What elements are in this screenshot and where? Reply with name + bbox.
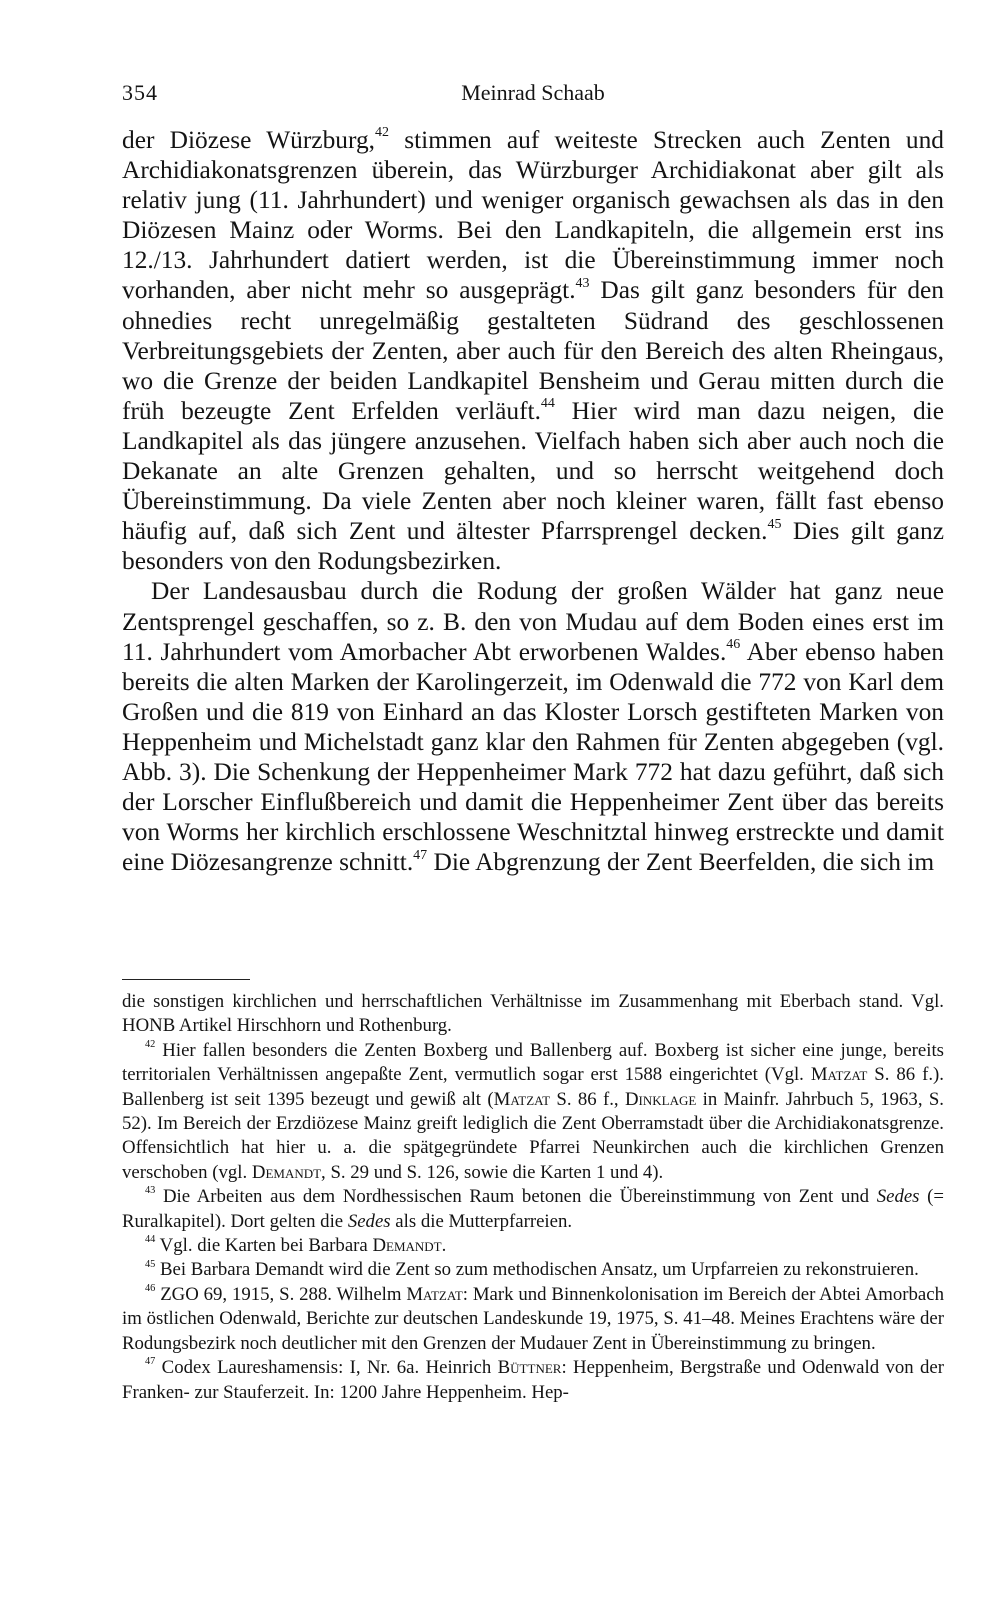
footnote-divider xyxy=(122,979,250,980)
text-run: der Diözese Würzburg, xyxy=(122,126,376,154)
author-name: Matzat xyxy=(406,1283,463,1305)
text-run: in Mainfr. Jahrbuch 5, 1963, S. 52). Im Bereich der Erzdiözese Mainz greift lediglich die Zent Oberramstadt über die Archidiakonatsgrenze. Offensichtlich hat hier u. a. die spätgegründete Pfarrei Neunkirchen auch die kirchlichen Grenzen verschoben (vgl. xyxy=(122,1088,944,1183)
footnote-number: 47 xyxy=(145,1356,156,1368)
text-run: Hier wird man dazu neigen, die Landkapitel als das jüngere anzusehen. Vielfach haben sich aber auch noch die Dekanate an alte Grenzen gehalten, und so herrscht weitgehend doch Übereinstimmung. Da viele Zenten aber noch kleiner waren, fällt fast ebenso häufig auf, daß sich Zent und ältester Pfarrsprengel decken. xyxy=(122,396,944,546)
paragraph xyxy=(122,576,944,877)
text-run: Die Abgrenzung der Zent Beerfelden, die sich im xyxy=(427,848,935,877)
text-run: Aber ebenso haben bereits die alten Marken der Karolingerzeit, im Odenwald die 772 von Karl dem Großen und die 819 von Einhard an das Kloster Lorsch gestifteten Marken von Heppenheim und Michelstadt ganz klar den Rahmen für Zenten abgegeben (vgl. Abb. 3). Die Schenkung der Heppenheimer Mark 772 hat dazu geführt, daß sich der Lorscher Einflußbereich und damit die Heppenheimer Zent über das bereits von Worms her kirchlich erschlossene Weschnitztal hinweg erstreckte und damit eine Diözesangrenze schnitt. xyxy=(122,637,944,877)
author-name: Demandt xyxy=(372,1235,442,1257)
footnote-number: 42 xyxy=(145,1039,156,1050)
author-name: Matzat xyxy=(810,1064,868,1086)
text-run: : Mark und Binnenkolonisation im Bereich der Abtei Amorbach im östlichen Odenwald, Berichte zur deutschen Landeskunde 19, 1975, S. 41–48. Meines Erachtens wäre der Rodungsbezirk noch deutlicher mit den Grenzen der Mudauer Zent in Übereinstimmung zu bringen. xyxy=(122,1283,944,1354)
text-run: S. 86 f., xyxy=(550,1088,625,1110)
text-run: Das gilt ganz besonders für den ohnedies recht unregelmäßig gestalteten Südrand des geschlossenen Verbreitungsgebiets der Zenten, aber auch für den Bereich des alten Rheingaus, wo die Grenze der beiden Landkapitel Bensheim und Gerau mitten durch die früh bezeugte Zent Erfelden verläuft. xyxy=(122,276,944,425)
text-run: Die Arbeiten aus dem Nordhessischen Raum betonen die Übereinstimmung von Zent und xyxy=(155,1186,877,1208)
page-header xyxy=(122,78,944,108)
footnote-43 xyxy=(122,1185,944,1234)
italic-term: Sedes xyxy=(876,1186,920,1208)
text-run: Dies gilt ganz besonders von den Rodungsbezirken. xyxy=(122,517,944,576)
text-run: Codex Laureshamensis: I, Nr. 6a. Heinrich xyxy=(155,1357,498,1379)
author-name: Matzat xyxy=(493,1088,551,1110)
footnote-47 xyxy=(122,1356,944,1405)
author-name: Büttner xyxy=(497,1357,562,1379)
footnote-46 xyxy=(122,1283,944,1356)
text-run: stimmen auf weiteste Strecken auch Zenten und Archidiakonatsgrenzen überein, das Würzburger Archidiakonat aber gilt als relativ jung (11. Jahrhundert) und weniger organisch gewachsen als das in den Diözesen Mainz oder Worms. Bei den Landkapiteln, die allgemein erst ins 12./13. Jahrhundert datiert werden, ist die Übereinstimmung immer noch vorhanden, aber nicht mehr so ausgeprägt. xyxy=(122,126,944,305)
italic-term: Sedes xyxy=(347,1210,391,1232)
paragraph xyxy=(122,125,944,576)
footnote-ref: 44 xyxy=(540,396,555,412)
footnote-ref: 47 xyxy=(413,847,428,863)
footnote-continuation: die sonstigen kirchlichen und herrschaftlichen Verhältnisse im Zusammenhang mit Eberbach stand. Vgl. HONB Artikel Hirschhorn und Rothenburg. xyxy=(122,991,944,1037)
main-text xyxy=(122,125,944,877)
footnote-number: 43 xyxy=(145,1185,156,1197)
page-number: 354 xyxy=(122,80,158,105)
text-run: Hier fallen besonders die Zenten Boxberg und Ballenberg auf. Boxberg ist sicher eine junge, bereits territorialen Verhältnissen angepaßte Zent, vermutlich sogar erst 1588 eingerichtet (Vgl. xyxy=(122,1039,944,1086)
text-run: ZGO 69, 1915, S. 288. Wilhelm xyxy=(155,1283,407,1305)
footnote-number: 46 xyxy=(145,1283,156,1295)
text-run: S. 86 f.). Ballenberg ist seit 1395 bezeugt und gewiß alt ( xyxy=(122,1064,944,1110)
footnote-42 xyxy=(122,1039,944,1185)
text-run: . xyxy=(441,1235,447,1257)
text-run: als die Mutterpfarreien. xyxy=(390,1210,573,1232)
author-name: Demandt xyxy=(251,1161,322,1183)
footnote-44 xyxy=(122,1234,944,1258)
footnote-number: 44 xyxy=(145,1234,156,1246)
text-run: Bei Barbara Demandt wird die Zent so zum methodischen Ansatz, um Urpfarreien zu rekonstruieren. xyxy=(155,1259,919,1281)
author-name: Dinklage xyxy=(624,1088,697,1110)
text-run: : Heppenheim, Bergstraße und Odenwald von der Franken- zur Stauferzeit. In: 1200 Jahre Heppenheim. Hep- xyxy=(122,1357,944,1403)
text-run: , S. 29 und S. 126, sowie die Karten 1 und 4). xyxy=(321,1161,664,1183)
footnote-ref: 43 xyxy=(575,275,590,291)
footnote-ref: 45 xyxy=(767,516,782,532)
text-run: Der Landesausbau durch die Rodung der großen Wälder hat ganz neue Zentsprengel geschaffen, so z. B. den von Mudau auf dem Boden eines erst im 11. Jahrhundert vom Amorbacher Abt erworbenen Waldes. xyxy=(122,577,944,666)
footnote-ref: 42 xyxy=(375,125,389,141)
footnote-number: 45 xyxy=(145,1258,156,1270)
text-run: Vgl. die Karten bei Barbara xyxy=(155,1235,373,1257)
footnote-45 xyxy=(122,1258,944,1282)
running-head: Meinrad Schaab xyxy=(461,80,605,105)
footnotes xyxy=(122,990,944,1405)
footnote-ref: 46 xyxy=(726,637,741,653)
text-run: (= Ruralkapitel). Dort gelten die xyxy=(122,1186,944,1232)
